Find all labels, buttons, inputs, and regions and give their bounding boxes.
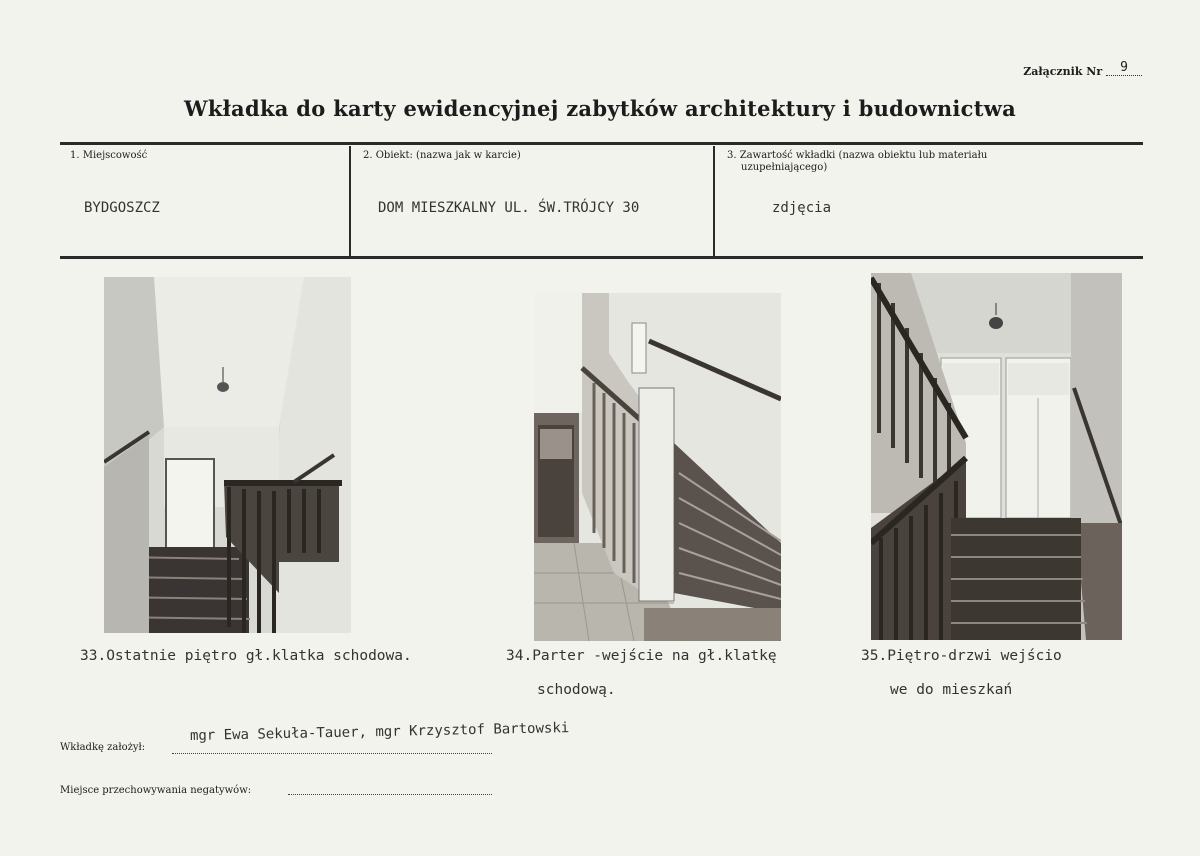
field-label-location: 1. Miejscowość: [70, 150, 148, 161]
caption-photo-34-line1: 34.Parter -wejście na gł.klatkę: [506, 648, 777, 664]
field-label-contents: [727, 150, 987, 174]
field-label-object: 2. Obiekt: (nazwa jak w karcie): [363, 150, 521, 161]
field-label-contents-line2: uzupełniającego): [741, 162, 828, 173]
caption-photo-34-line2: schodową.: [537, 682, 616, 698]
caption-photo-33: 33.Ostatnie piętro gł.klatka schodowa.: [80, 648, 412, 664]
negatives-storage-label: Miejsce przechowywania negatywów:: [60, 785, 252, 796]
negatives-storage-line: [288, 793, 492, 795]
field-label-contents-line1: 3. Zawartość wkładki (nazwa obiektu lub materiału: [727, 150, 988, 161]
annex-number: [1023, 60, 1142, 80]
field-divider-2: [713, 146, 715, 256]
caption-photo-35-line2: we do mieszkań: [890, 682, 1013, 698]
caption-photo-35-line1: 35.Piętro-drzwi wejścio: [861, 648, 1062, 664]
created-by-label: Wkładkę założył:: [60, 742, 146, 753]
card-title: Wkładka do karty ewidencyjnej zabytków architektury i budownictwa: [183, 96, 1017, 121]
field-divider-1: [349, 146, 351, 256]
created-by-line: [172, 752, 492, 754]
field-value-location: BYDGOSZCZ: [84, 200, 160, 216]
photo-34-ground-floor-entrance: [534, 293, 781, 641]
annex-label: Załącznik Nr: [1023, 65, 1103, 78]
photo-35-floor-apartment-doors: [871, 273, 1122, 640]
created-by-value: mgr Ewa Sekuła-Tauer, mgr Krzysztof Bartowski: [189, 720, 570, 744]
header-top-rule: [60, 142, 1143, 145]
photo-33-staircase-top-floor: [104, 277, 351, 633]
field-value-object: DOM MIESZKALNY UL. ŚW.TRÓJCY 30: [378, 200, 640, 216]
annex-value: 9: [1106, 60, 1142, 76]
header-bottom-rule: [60, 256, 1143, 259]
field-value-contents: zdjęcia: [772, 200, 832, 216]
